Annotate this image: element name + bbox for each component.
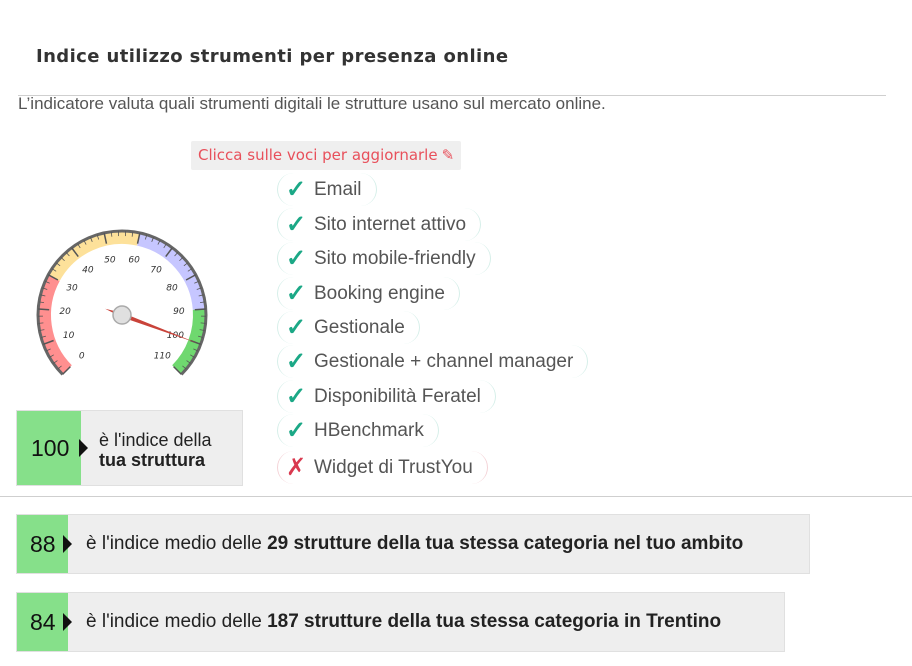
check-icon: ✓ — [285, 176, 307, 203]
check-icon: ✓ — [285, 348, 307, 375]
gauge-major-tick — [195, 309, 206, 310]
tool-label: HBenchmark — [314, 420, 424, 441]
cross-icon: ✗ — [285, 454, 307, 481]
tool-label: Gestionale + channel manager — [314, 351, 574, 372]
page-description: L’indicatore valuta quali strumenti digitali le strutture usano sul mercato online. — [18, 94, 606, 113]
tool-label: Disponibilità Feratel — [314, 386, 481, 407]
gauge-tick-label: 10 — [62, 330, 75, 341]
score-box — [16, 410, 243, 486]
gauge-tick-label: 100 — [166, 330, 184, 341]
average-prefix: è l'indice medio delle — [86, 533, 268, 554]
gauge-tick-label: 90 — [173, 306, 185, 317]
gauge-band-1 — [54, 238, 138, 278]
check-icon: ✓ — [285, 280, 307, 307]
score-line1: è l'indice della — [99, 430, 212, 450]
gauge-tick-label: 70 — [150, 265, 162, 276]
gauge-tick-label: 110 — [153, 351, 171, 362]
update-hint-label: Clicca sulle voci per aggiornarle — [198, 146, 438, 164]
update-hint-button[interactable] — [191, 141, 461, 170]
gauge-tick-label: 40 — [82, 265, 94, 276]
score-gauge — [22, 215, 222, 395]
average-bold: 29 strutture della tua stessa categoria nel tuo ambito — [267, 533, 744, 554]
tool-sito-mobile-friendly[interactable] — [277, 242, 491, 275]
triangle-right-icon — [63, 535, 72, 553]
gauge-tick-label: 60 — [128, 255, 140, 266]
pencil-icon: ✎ — [441, 146, 455, 164]
tool-gestionale[interactable] — [277, 311, 420, 344]
average-value: 88 — [17, 515, 68, 573]
average-text — [86, 593, 721, 651]
triangle-right-icon — [63, 613, 72, 631]
score-line2: tua struttura — [99, 450, 206, 470]
tool-label: Gestionale — [314, 317, 405, 338]
gauge-outer-rim — [38, 231, 206, 374]
check-icon: ✓ — [285, 417, 307, 444]
tool-hbenchmark[interactable] — [277, 414, 439, 447]
tool-gestionale-channel-manager[interactable] — [277, 345, 588, 378]
average-box-trentino — [16, 592, 785, 652]
gauge-tick-label: 0 — [78, 351, 85, 362]
gauge-band-2 — [138, 239, 199, 309]
tool-label: Sito mobile-friendly — [314, 248, 476, 269]
gauge-tick-label: 20 — [59, 306, 71, 317]
tool-email[interactable] — [277, 173, 377, 206]
gauge-tick-label: 50 — [104, 255, 116, 266]
check-icon: ✓ — [285, 383, 307, 410]
tool-booking-engine[interactable] — [277, 277, 460, 310]
tool-widget-trustyou[interactable] — [277, 451, 488, 484]
average-value: 84 — [17, 593, 68, 651]
score-text — [99, 430, 212, 470]
section-divider — [0, 496, 912, 497]
page-title: Indice utilizzo strumenti per presenza online — [36, 46, 509, 67]
tool-sito-internet-attivo[interactable] — [277, 208, 481, 241]
gauge-major-tick — [38, 309, 49, 310]
triangle-right-icon — [79, 439, 88, 457]
average-bold: 187 strutture della tua stessa categoria in Trentino — [267, 611, 722, 632]
tool-label: Email — [314, 179, 362, 200]
check-icon: ✓ — [285, 314, 307, 341]
tool-label: Sito internet attivo — [314, 214, 467, 235]
score-value: 100 — [17, 411, 81, 485]
gauge-needle-hub — [113, 306, 131, 324]
check-icon: ✓ — [285, 245, 307, 272]
average-box-ambito — [16, 514, 810, 574]
check-icon: ✓ — [285, 211, 307, 238]
average-prefix: è l'indice medio delle — [86, 611, 268, 632]
tool-disponibilita-feratel[interactable] — [277, 380, 496, 413]
gauge-tick-label: 30 — [66, 283, 78, 294]
gauge-tick-label: 80 — [166, 283, 178, 294]
tool-label: Booking engine — [314, 283, 445, 304]
average-text — [86, 515, 743, 573]
tool-label: Widget di TrustYou — [314, 457, 473, 478]
